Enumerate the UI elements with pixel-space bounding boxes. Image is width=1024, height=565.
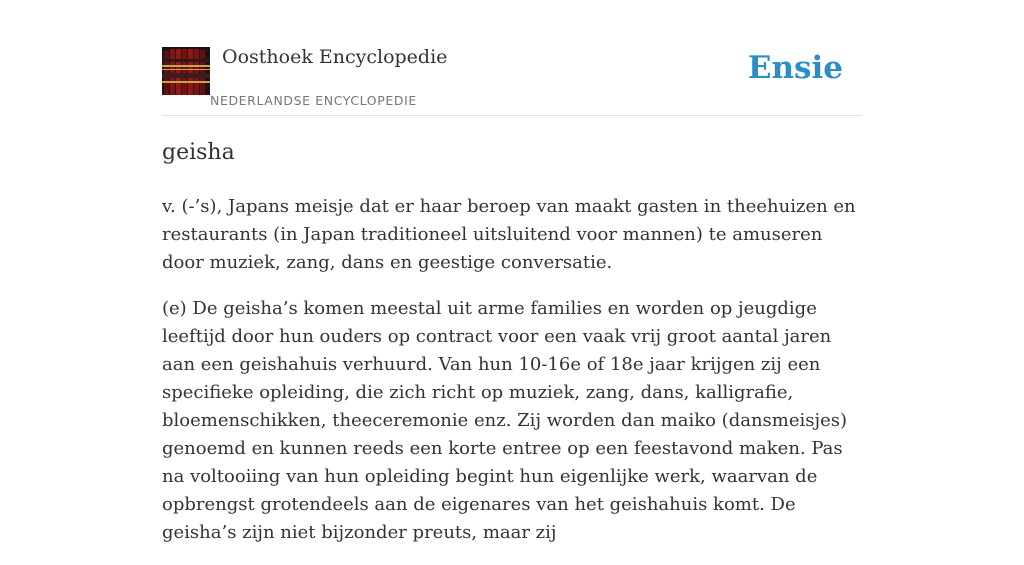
page-container xyxy=(162,0,862,543)
entry-body xyxy=(162,193,862,565)
source-title-link[interactable]: Oosthoek Encyclopedie xyxy=(222,46,448,68)
avatar[interactable] xyxy=(162,47,210,95)
page-title: geisha xyxy=(162,140,235,165)
definition-paragraph: v. (-’s), Japans meisje dat er haar beroep van maakt gasten in theehuizen en restaurants (in Japan traditioneel uitsluitend voor mannen) te amuseren door muziek, zang, dans en geestige conversatie. xyxy=(162,196,856,273)
source-subtitle: NEDERLANDSE ENCYCLOPEDIE xyxy=(210,93,417,108)
book-spines-icon xyxy=(162,47,210,95)
explanation-paragraph: (e) De geisha’s komen meestal uit arme families en worden op jeugdige leeftijd door hun ouders op contract voor een vaak vrij groot aantal jaren aan een geishahuis verhuurd. Van hun 10-16e of 18e jaar krijgen zij een specifieke opleiding, die zich richt op muziek, zang, dans, kalligrafie, bloemenschikken, theeceremonie enz. Zij worden dan maiko (dansmeisjes) genoemd en kunnen reeds een korte entree op een feestavond maken. Pas na voltooiing van hun opleiding begint hun eigenlijke werk, waarvan de opbrengst grotendeels aan de eigenares van het geishahuis komt. De geisha’s zijn niet bijzonder preuts, maar zij xyxy=(162,298,847,543)
header xyxy=(162,0,862,116)
brand-logo-link[interactable]: Ensie xyxy=(747,50,843,86)
